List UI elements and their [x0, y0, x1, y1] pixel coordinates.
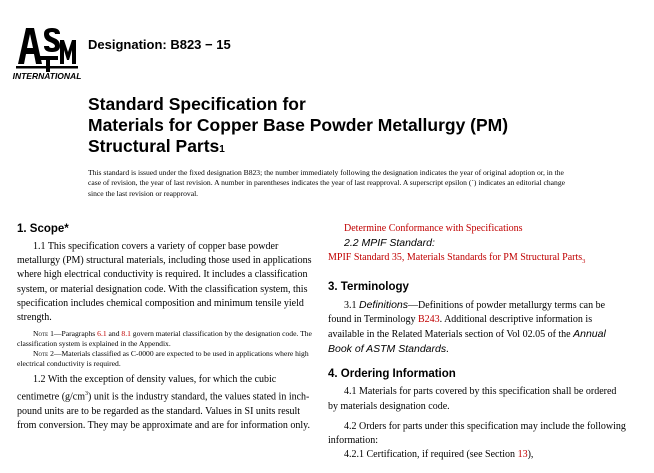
title-line-1: Standard Specification for [88, 94, 306, 114]
paragraph-4-1: 4.1 Materials for parts covered by this specification shall be ordered by materials designation code. [328, 386, 617, 412]
paragraph-1-2: 1.2 With the exception of density values, for which the cubic centimetre $(g/cm^3)$ unit is the industry standard, the values stated in inch-pound units are to be regarded as the standard. Values in SI units result from conversion. They may be approximate and are for information only. [17, 374, 310, 432]
link-b243[interactable]: B243 [417, 313, 440, 325]
left-column [17, 222, 315, 433]
title-line-2: Materials for Copper Base Powder Metallurgy (PM) [88, 115, 509, 135]
paragraph-4-2: 4.2 Orders for parts under this specification may include the following information: [328, 420, 626, 447]
title-footnote-mark: 1 [219, 144, 225, 155]
designation-notice: This standard is issued under the fixed designation B823; the number immediately following the designation indicates the year of original adoption or, in the case of revision, the year of last revision. A number in parentheses indicates the year of last reapproval. A superscript epsilon (´) indicates an editorial change since the last revision or reapproval. [88, 168, 565, 198]
note-1: Note 1—Paragraphs 6.1 and 8.1 govern material classification by the designation code. The classification system is explained in the Appendix. [17, 329, 312, 349]
mpif-standard-35: MPIF Standard 35, Materials Standards for PM Structural Parts$_3$ [328, 252, 586, 266]
reference-determine-conformance[interactable]: Determine Conformance with Specifications [344, 223, 523, 234]
link-8-1[interactable]: 8.1 [121, 329, 131, 339]
paragraph-1-1: 1.1 This specification covers a variety of copper base powder metallurgy (PM) structural materials, including those used in applications where high electrical conductivity is required. It includes a classification system, or material designation code. With the classification system, this specification includes chemical composition and minimum tensile yield strength. [17, 241, 312, 324]
ordering-heading: 4. Ordering Information [328, 368, 456, 381]
astm-logo [12, 20, 82, 82]
logo-subtext: INTERNATIONAL [12, 71, 82, 81]
title-line-3: Structural Parts1 [88, 136, 225, 156]
right-column [328, 222, 628, 462]
paragraph-3-1: 3.1 Definitions—Definitions of powder metallurgy terms can be found in Terminology B243. Additional descriptive information is available in the Related Materials section of Vol 02.05 of the Annual Book of ASTM Standards. [328, 298, 606, 356]
mpif-standard-heading: 2.2 MPIF Standard: [344, 237, 435, 250]
designation: Designation: B823 − 15 [88, 37, 231, 52]
note-2: Note 2—Materials classified as C-0000 are expected to be used in applications where high electrical conductivity is required. [17, 349, 309, 369]
scope-heading: 1. Scope* [17, 223, 69, 235]
document-title [88, 94, 508, 160]
paragraph-4-2-1: 4.2.1 Certification, if required (see Section 13), [344, 449, 534, 461]
link-section-13[interactable]: 13 [517, 449, 528, 461]
link-6-1[interactable]: 6.1 [97, 329, 107, 339]
terminology-heading: 3. Terminology [328, 280, 409, 293]
link-mpif-35[interactable]: MPIF Standard 35 [328, 252, 402, 264]
